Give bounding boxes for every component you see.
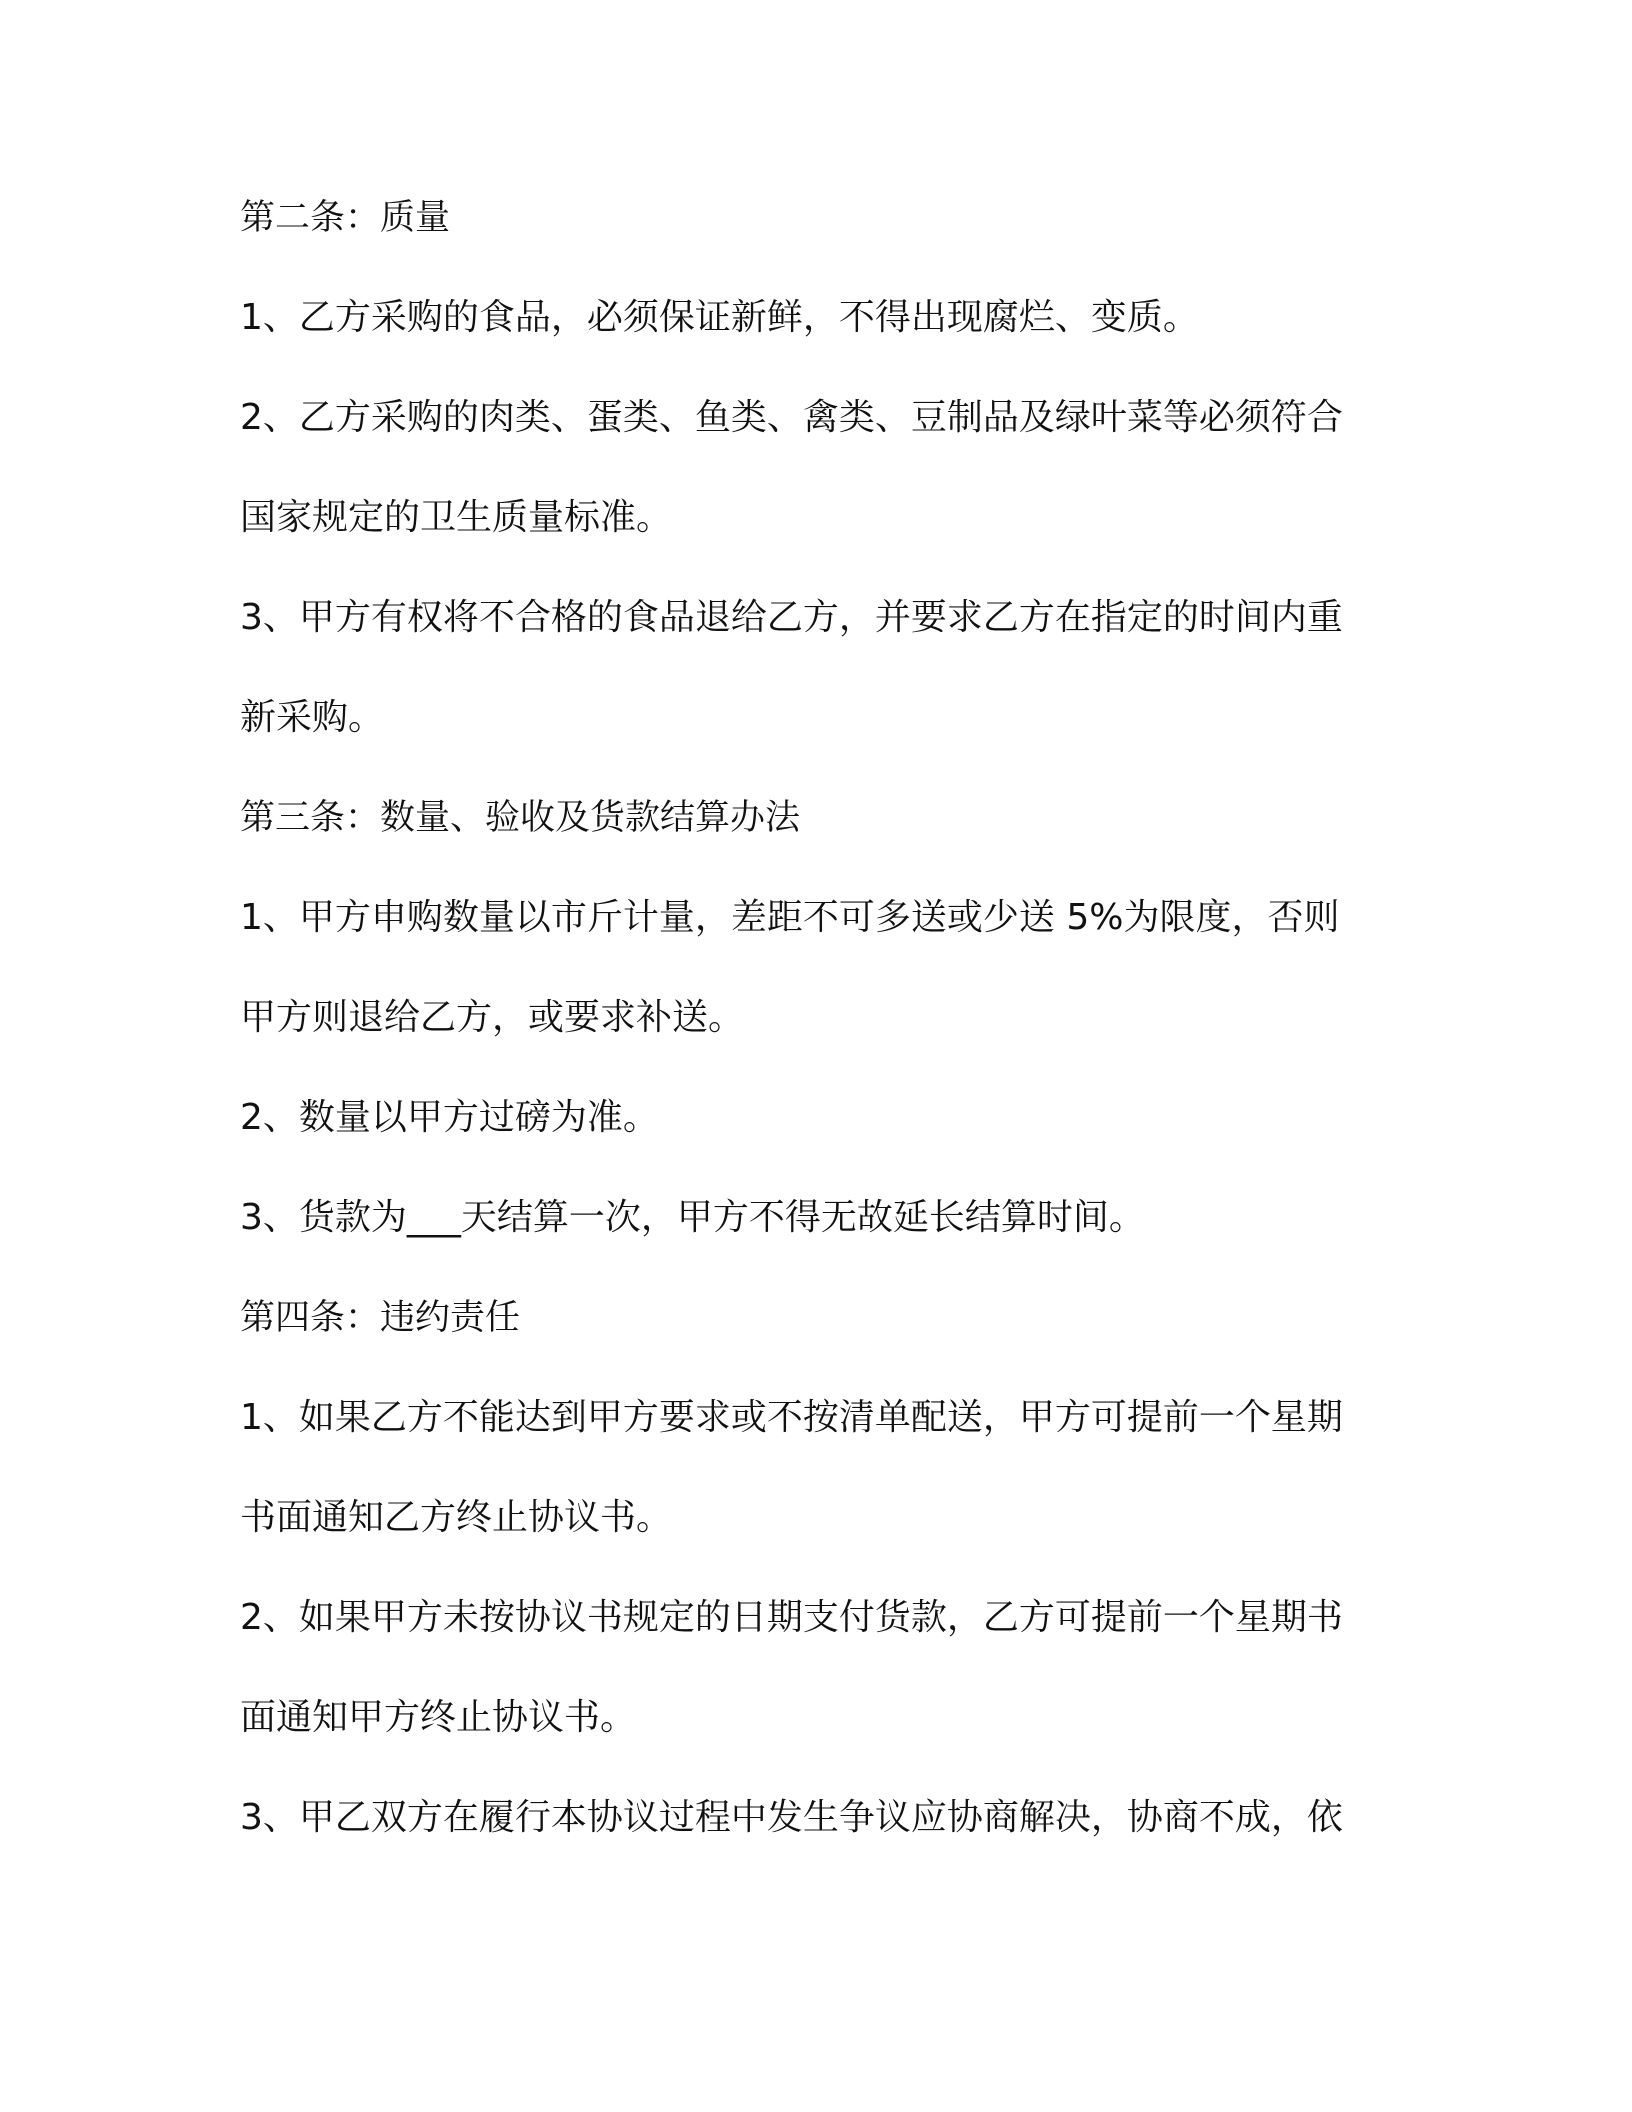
article-2-item-3-line-1: 3、甲方有权将不合格的食品退给乙方，并要求乙方在指定的时间内重 [240, 597, 1343, 638]
article-3-item-1-line-1: 1、甲方申购数量以市斤计量，差距不可多送或少送 5%为限度，否则 [240, 897, 1340, 938]
article-4-heading: 第四条：违约责任 [240, 1298, 521, 1338]
article-4-item-2-line-1: 2、如果甲方未按协议书规定的日期支付货款，乙方可提前一个星期书 [240, 1597, 1343, 1638]
article-2-item-2-line-2: 国家规定的卫生质量标准。 [240, 497, 673, 538]
article-2-heading: 第二条：质量 [240, 198, 451, 238]
article-3-item-2: 2、数量以甲方过磅为准。 [240, 1097, 659, 1138]
article-2-item-1: 1、乙方采购的食品，必须保证新鲜，不得出现腐烂、变质。 [240, 297, 1199, 338]
article-4-item-2-line-2: 面通知甲方终止协议书。 [240, 1697, 637, 1738]
article-4-item-1-line-2: 书面通知乙方终止协议书。 [240, 1497, 673, 1538]
article-4-item-1-line-1: 1、如果乙方不能达到甲方要求或不按清单配送，甲方可提前一个星期 [240, 1397, 1343, 1438]
article-2-item-3-line-2: 新采购。 [240, 697, 385, 738]
article-3-item-1-line-2: 甲方则退给乙方，或要求补送。 [240, 997, 745, 1038]
article-3-item-3: 3、货款为___天结算一次，甲方不得无故延长结算时间。 [240, 1197, 1145, 1238]
article-3-heading: 第三条：数量、验收及货款结算办法 [240, 798, 801, 838]
article-4-item-3-line-1: 3、甲乙双方在履行本协议过程中发生争议应协商解决，协商不成，依 [240, 1797, 1343, 1838]
article-2-item-2-line-1: 2、乙方采购的肉类、蛋类、鱼类、禽类、豆制品及绿叶菜等必须符合 [240, 397, 1343, 438]
